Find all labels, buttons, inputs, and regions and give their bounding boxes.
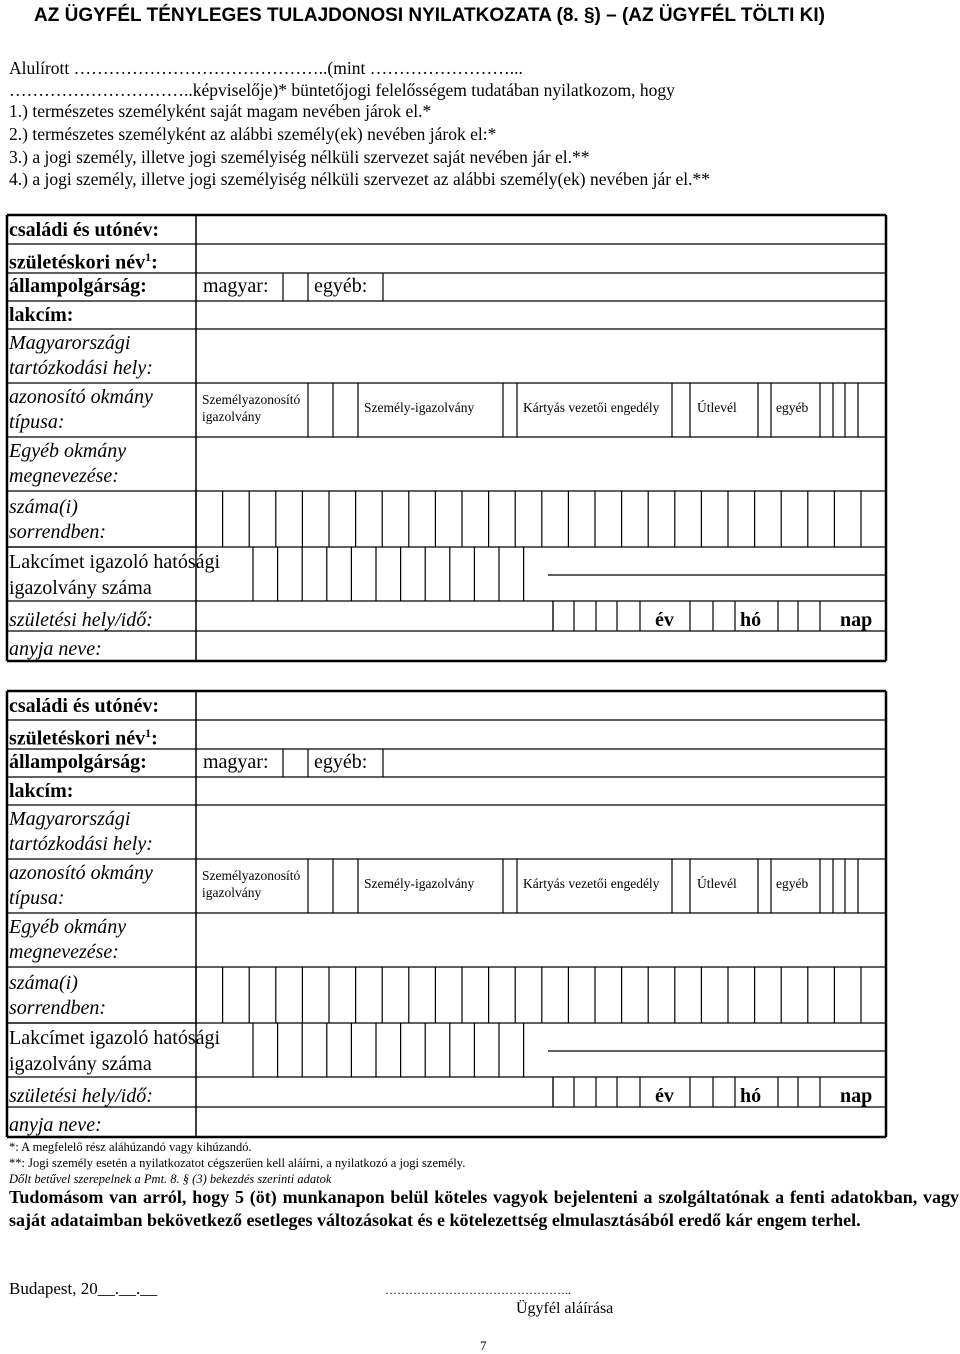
- other-doc-label-2: megnevezése:: [9, 465, 119, 487]
- year-label: év: [655, 1085, 674, 1107]
- id-option-card[interactable]: Személy-igazolvány: [364, 400, 475, 415]
- id-option-personal-2[interactable]: igazolvány: [202, 409, 262, 424]
- id-option-other[interactable]: egyéb: [776, 400, 809, 415]
- family-name-label: családi és utónév:: [9, 695, 159, 717]
- residence-label-1: Magyarországi: [9, 332, 131, 354]
- id-option-card[interactable]: Személy-igazolvány: [364, 876, 475, 891]
- id-option-personal-2[interactable]: igazolvány: [202, 885, 262, 900]
- residence-label-2: tartózkodási hely:: [9, 833, 153, 855]
- id-option-personal-1[interactable]: Személyazonosító: [202, 868, 301, 883]
- birth-name-text: születéskori név: [9, 727, 146, 750]
- signature-line: ………………………………………..: [385, 1283, 571, 1297]
- id-type-label-2: típusa:: [9, 887, 65, 909]
- other-doc-label-2: megnevezése:: [9, 941, 119, 963]
- page-title: AZ ÜGYFÉL TÉNYLEGES TULAJDONOSI NYILATKOZATA (8. §) – (AZ ÜGYFÉL TÖLTI KI): [34, 5, 825, 26]
- citizenship-label: állampolgárság:: [9, 275, 147, 297]
- birth-name-colon: :: [151, 727, 158, 750]
- option-2: 2.) természetes személyként az alábbi személy(ek) nevében járok el:*: [9, 124, 497, 144]
- birth-name-footnote-mark: 1: [145, 250, 152, 264]
- mother-name-label: anyja neve:: [9, 638, 102, 660]
- birth-name-label: [9, 720, 158, 752]
- id-type-label-1: azonosító okmány: [9, 862, 153, 884]
- citizenship-hungarian[interactable]: magyar:: [203, 275, 269, 297]
- year-label: év: [655, 609, 674, 631]
- birth-place-label: születési hely/idő:: [9, 1085, 153, 1107]
- birth-name-text: születéskori név: [9, 251, 146, 274]
- day-label: nap: [840, 1085, 873, 1107]
- address-label: lakcím:: [9, 304, 74, 326]
- id-type-label-1: azonosító okmány: [9, 386, 153, 408]
- numbers-label-1: száma(i): [9, 972, 78, 994]
- family-name-label: családi és utónév:: [9, 219, 159, 241]
- numbers-label-1: száma(i): [9, 496, 78, 518]
- footnote-1: *: A megfelelő rész aláhúzandó vagy kihúzandó.: [9, 1140, 252, 1154]
- option-3: 3.) a jogi személy, illetve jogi személyiség nélküli szervezet saját nevében jár el.**: [9, 147, 590, 167]
- address-card-label-1: Lakcímet igazoló hatósági: [9, 551, 221, 573]
- other-doc-label-1: Egyéb okmány: [9, 916, 127, 938]
- id-option-personal-1[interactable]: Személyazonosító: [202, 392, 301, 407]
- birth-place-label: születési hely/idő:: [9, 609, 153, 631]
- numbers-label-2: sorrendben:: [9, 521, 107, 543]
- id-option-driving-licence[interactable]: Kártyás vezetői engedély: [523, 876, 660, 891]
- mother-name-label: anyja neve:: [9, 1114, 102, 1136]
- option-4: 4.) a jogi személy, illetve jogi személyiség nélküli szervezet az alábbi személy(ek) nevében jár el.**: [9, 169, 711, 189]
- birth-name-colon: :: [151, 251, 158, 274]
- id-option-other[interactable]: egyéb: [776, 876, 809, 891]
- id-option-passport[interactable]: Útlevél: [697, 400, 737, 415]
- id-option-driving-licence[interactable]: Kártyás vezetői engedély: [523, 400, 660, 415]
- intro-line-1: Alulírott ……………………………………..(mint ……………………...: [9, 58, 523, 78]
- address-card-label-1: Lakcímet igazoló hatósági: [9, 1027, 221, 1049]
- birth-name-footnote-mark: 1: [145, 726, 152, 740]
- residence-label-1: Magyarországi: [9, 808, 131, 830]
- place-date: Budapest, 20__.__.__: [9, 1279, 158, 1298]
- id-option-passport[interactable]: Útlevél: [697, 876, 737, 891]
- citizenship-other[interactable]: egyéb:: [314, 751, 368, 773]
- footnote-3: Dőlt betűvel szerepelnek a Pmt. 8. § (3) bekezdés szerinti adatok: [9, 1172, 332, 1186]
- month-label: hó: [740, 1085, 762, 1107]
- citizenship-label: állampolgárság:: [9, 751, 147, 773]
- citizenship-other[interactable]: egyéb:: [314, 275, 368, 297]
- birth-name-label: [9, 244, 158, 276]
- numbers-label-2: sorrendben:: [9, 997, 107, 1019]
- page-number: 7: [480, 1338, 487, 1353]
- other-doc-label-1: Egyéb okmány: [9, 440, 127, 462]
- footnote-2: **: Jogi személy esetén a nyilatkozatot cégszerűen kell aláírni, a nyilatkozó a jogi személy.: [9, 1156, 466, 1170]
- address-card-label-2: igazolvány száma: [9, 577, 152, 599]
- residence-label-2: tartózkodási hely:: [9, 357, 153, 379]
- address-card-label-2: igazolvány száma: [9, 1053, 152, 1075]
- intro-line-2: …………………………..képviselője)* büntetőjogi felelősségem tudatában nyilatkozom, hogy: [9, 80, 675, 100]
- citizenship-hungarian[interactable]: magyar:: [203, 751, 269, 773]
- id-type-label-2: típusa:: [9, 411, 65, 433]
- option-1: 1.) természetes személyként saját magam nevében járok el.*: [9, 101, 432, 121]
- signature-label: Ügyfél aláírása: [516, 1300, 614, 1317]
- address-label: lakcím:: [9, 780, 74, 802]
- month-label: hó: [740, 609, 762, 631]
- day-label: nap: [840, 609, 873, 631]
- notice-text: Tudomásom van arról, hogy 5 (öt) munkanapon belül köteles vagyok bejelenteni a szolgáltatónak a fenti adatokban, vagy saját adataimban bekövetkező esetleges változásokat és e kötelezettség elmulasztásából eredő kár engem terhel.: [9, 1187, 959, 1230]
